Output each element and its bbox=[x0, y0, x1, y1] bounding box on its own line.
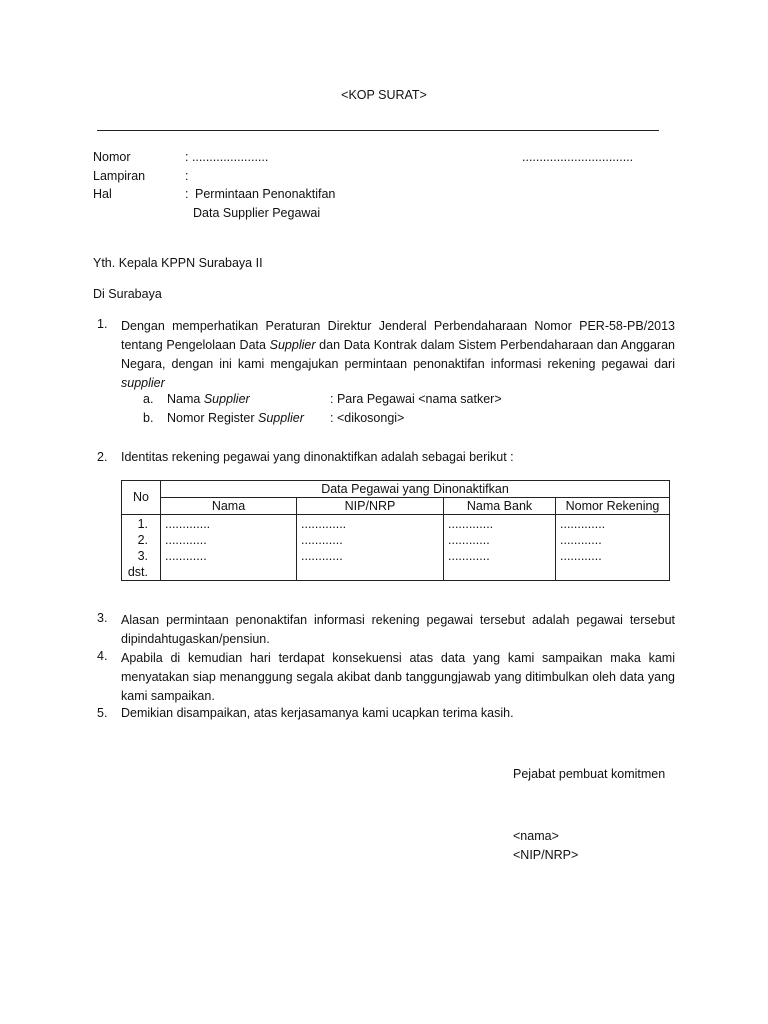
table-cell: ............ bbox=[165, 549, 207, 563]
hal-line-2: Data Supplier Pegawai bbox=[193, 206, 321, 220]
table-cell: ............ bbox=[560, 533, 602, 547]
item-b-letter: b. bbox=[143, 411, 154, 425]
row-number: 1. bbox=[137, 517, 148, 531]
item-a-letter: a. bbox=[143, 392, 154, 406]
table-cell: ............. bbox=[301, 517, 347, 531]
column-header-bank: Nama Bank bbox=[444, 498, 556, 515]
para-1-number: 1. bbox=[97, 317, 108, 331]
no-header: No bbox=[122, 481, 161, 515]
letterhead-placeholder: <KOP SURAT> bbox=[341, 88, 427, 102]
signature-title: Pejabat pembuat komitmen bbox=[513, 767, 666, 781]
signature-nip: <NIP/NRP> bbox=[513, 848, 579, 862]
para-2-number: 2. bbox=[97, 450, 108, 464]
table-cell: ............ bbox=[560, 549, 602, 563]
item-a-label: Nama Supplier bbox=[167, 392, 250, 406]
item-b-label: Nomor Register Supplier bbox=[167, 411, 304, 425]
row-number: dst. bbox=[127, 565, 148, 579]
para-3-number: 3. bbox=[97, 611, 108, 625]
group-header: Data Pegawai yang Dinonaktifkan bbox=[161, 481, 670, 498]
row-number: 2. bbox=[137, 533, 148, 547]
nama-cells bbox=[161, 515, 297, 581]
para-4-number: 4. bbox=[97, 649, 108, 663]
bank-cells bbox=[444, 515, 556, 581]
hal-colon: : bbox=[185, 187, 189, 201]
table-cell: ............. bbox=[560, 517, 606, 531]
lampiran-label: Lampiran bbox=[93, 169, 146, 183]
table-cell: ............. bbox=[165, 517, 211, 531]
rekening-cells bbox=[556, 515, 670, 581]
addressee-city: Di Surabaya bbox=[93, 287, 162, 301]
column-header-nama: Nama bbox=[161, 498, 297, 515]
para-5-number: 5. bbox=[97, 706, 108, 720]
table-cell: ............ bbox=[165, 533, 207, 547]
column-header-rekening: Nomor Rekening bbox=[556, 498, 670, 515]
table-cell: ............ bbox=[301, 549, 343, 563]
para-1-text: Dengan memperhatikan Peraturan Direktur Jenderal Perbendaharaan Nomor PER-58-PB/2013 tentang Pengelolaan Data Supplier dan Data Kontrak dalam Sistem Perbendaharaan dan Anggaran Negara, dengan ini kami mengajukan permintaan penonaktifan informasi rekening pegawai dari supplier bbox=[121, 319, 675, 390]
para-3-text: Alasan permintaan penonaktifan informasi rekening pegawai tersebut adalah pegawai tersebut dipindahtugaskan/pensiun. bbox=[121, 613, 675, 646]
item-b-value: : <dikosongi> bbox=[330, 411, 405, 425]
nomor-value: : ...................... bbox=[185, 150, 269, 164]
para-4-text: Apabila di kemudian hari terdapat konsekuensi atas data yang kami sampaikan maka kami menyatakan siap menanggung segala akibat danb tanggungjawab yang ditimbulkan oleh data yang kami sampaikan. bbox=[121, 651, 675, 703]
hal-line-1: Permintaan Penonaktifan bbox=[195, 187, 336, 201]
table-cell: ............ bbox=[448, 549, 490, 563]
table-cell: ............. bbox=[448, 517, 494, 531]
table-cell: ............ bbox=[448, 533, 490, 547]
column-header-nip: NIP/NRP bbox=[297, 498, 444, 515]
hal-label: Hal bbox=[93, 187, 112, 201]
employee-table bbox=[121, 480, 670, 581]
nomor-label: Nomor bbox=[93, 150, 131, 164]
para-2-text: Identitas rekening pegawai yang dinonaktifkan adalah sebagai berikut : bbox=[121, 450, 514, 464]
date-placeholder: ................................ bbox=[522, 150, 634, 164]
nip-cells bbox=[297, 515, 444, 581]
addressee-line: Yth. Kepala KPPN Surabaya II bbox=[93, 256, 263, 270]
item-a-value: : Para Pegawai <nama satker> bbox=[330, 392, 502, 406]
row-numbers bbox=[122, 515, 161, 581]
header-divider bbox=[97, 130, 659, 131]
table-row bbox=[122, 515, 670, 581]
row-number: 3. bbox=[137, 549, 148, 563]
lampiran-value: : bbox=[185, 169, 189, 183]
para-5-text: Demikian disampaikan, atas kerjasamanya kami ucapkan terima kasih. bbox=[121, 706, 514, 720]
signature-name: <nama> bbox=[513, 829, 559, 843]
table-cell: ............ bbox=[301, 533, 343, 547]
